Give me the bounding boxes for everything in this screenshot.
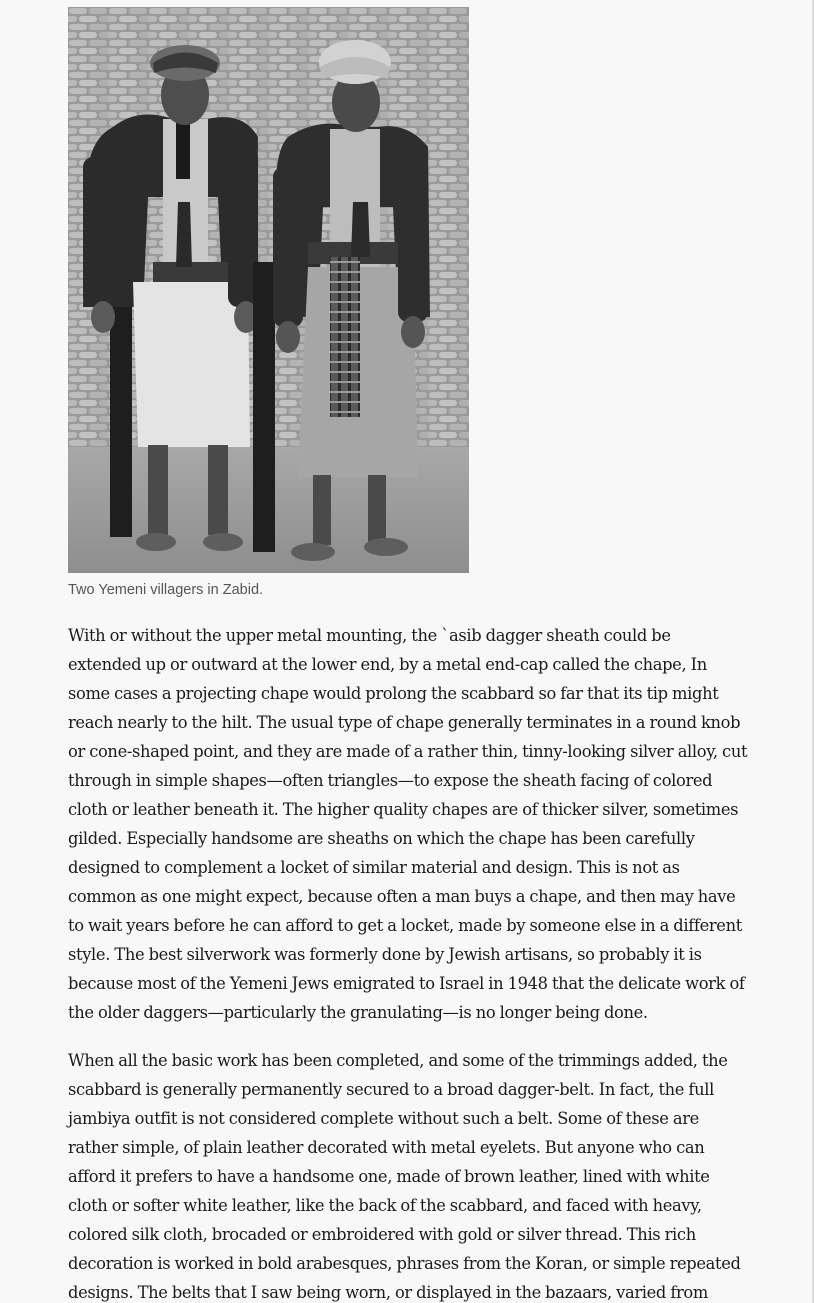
paragraph-dagger-belt: When all the basic work has been completed, and some of the trimmings added, the scabbard is generally permanently secured to a broad dagger-belt. In fact, the full jambiya outfit is not considered complete without such a belt. Some of these are rather simple, of plain leather decorated with metal eyelets. But anyone who can afford it prefers to have a handsome one, made of brown leather, lined with white cloth or softer white leather, like the back of the scabbard, and faced with heavy, colored silk cloth, brocaded or embroidered with gold or silver thread. This rich decoration is worked in bold arabesques, phrases from the Koran, or simple repeated designs. The belts that I saw being worn, or displayed in the bazaars, varied from: [68, 1051, 741, 1302]
paragraph-chape: With or without the upper metal mounting, the `asib dagger sheath could be extended up or outward at the lower end, by a metal end-cap called the chape, In some cases a projecting chape would prolong the scabbard so far that its tip might reach nearly to the hilt. The usual type of chape generally terminates in a round knob or cone-shaped point, and they are made of a rather thin, tinny-looking silver alloy, cut through in simple shapes—often triangles—to expose the sheath facing of colored cloth or leather beneath it. The higher quality chapes are of thicker silver, sometimes gilded. Especially handsome are sheaths on which the chape has been carefully designed to complement a locket of similar material and design. This is not as common as one might expect, because often a man buys a chape, and then may have to wait years before he can afford to get a locket, made by someone else in a different style. The best silverwork was formerly done by Jewish artisans, so probably it is because most of the Yemeni Jews emigrated to Israel in 1948 that the delicate work of the older daggers—particularly the granulating—is no longer being done.: [68, 626, 748, 1022]
villagers-photo: [68, 7, 469, 573]
article-body: [68, 7, 748, 1303]
photo-figure: [68, 7, 748, 599]
photo-caption: Two Yemeni villagers in Zabid.: [68, 582, 264, 598]
